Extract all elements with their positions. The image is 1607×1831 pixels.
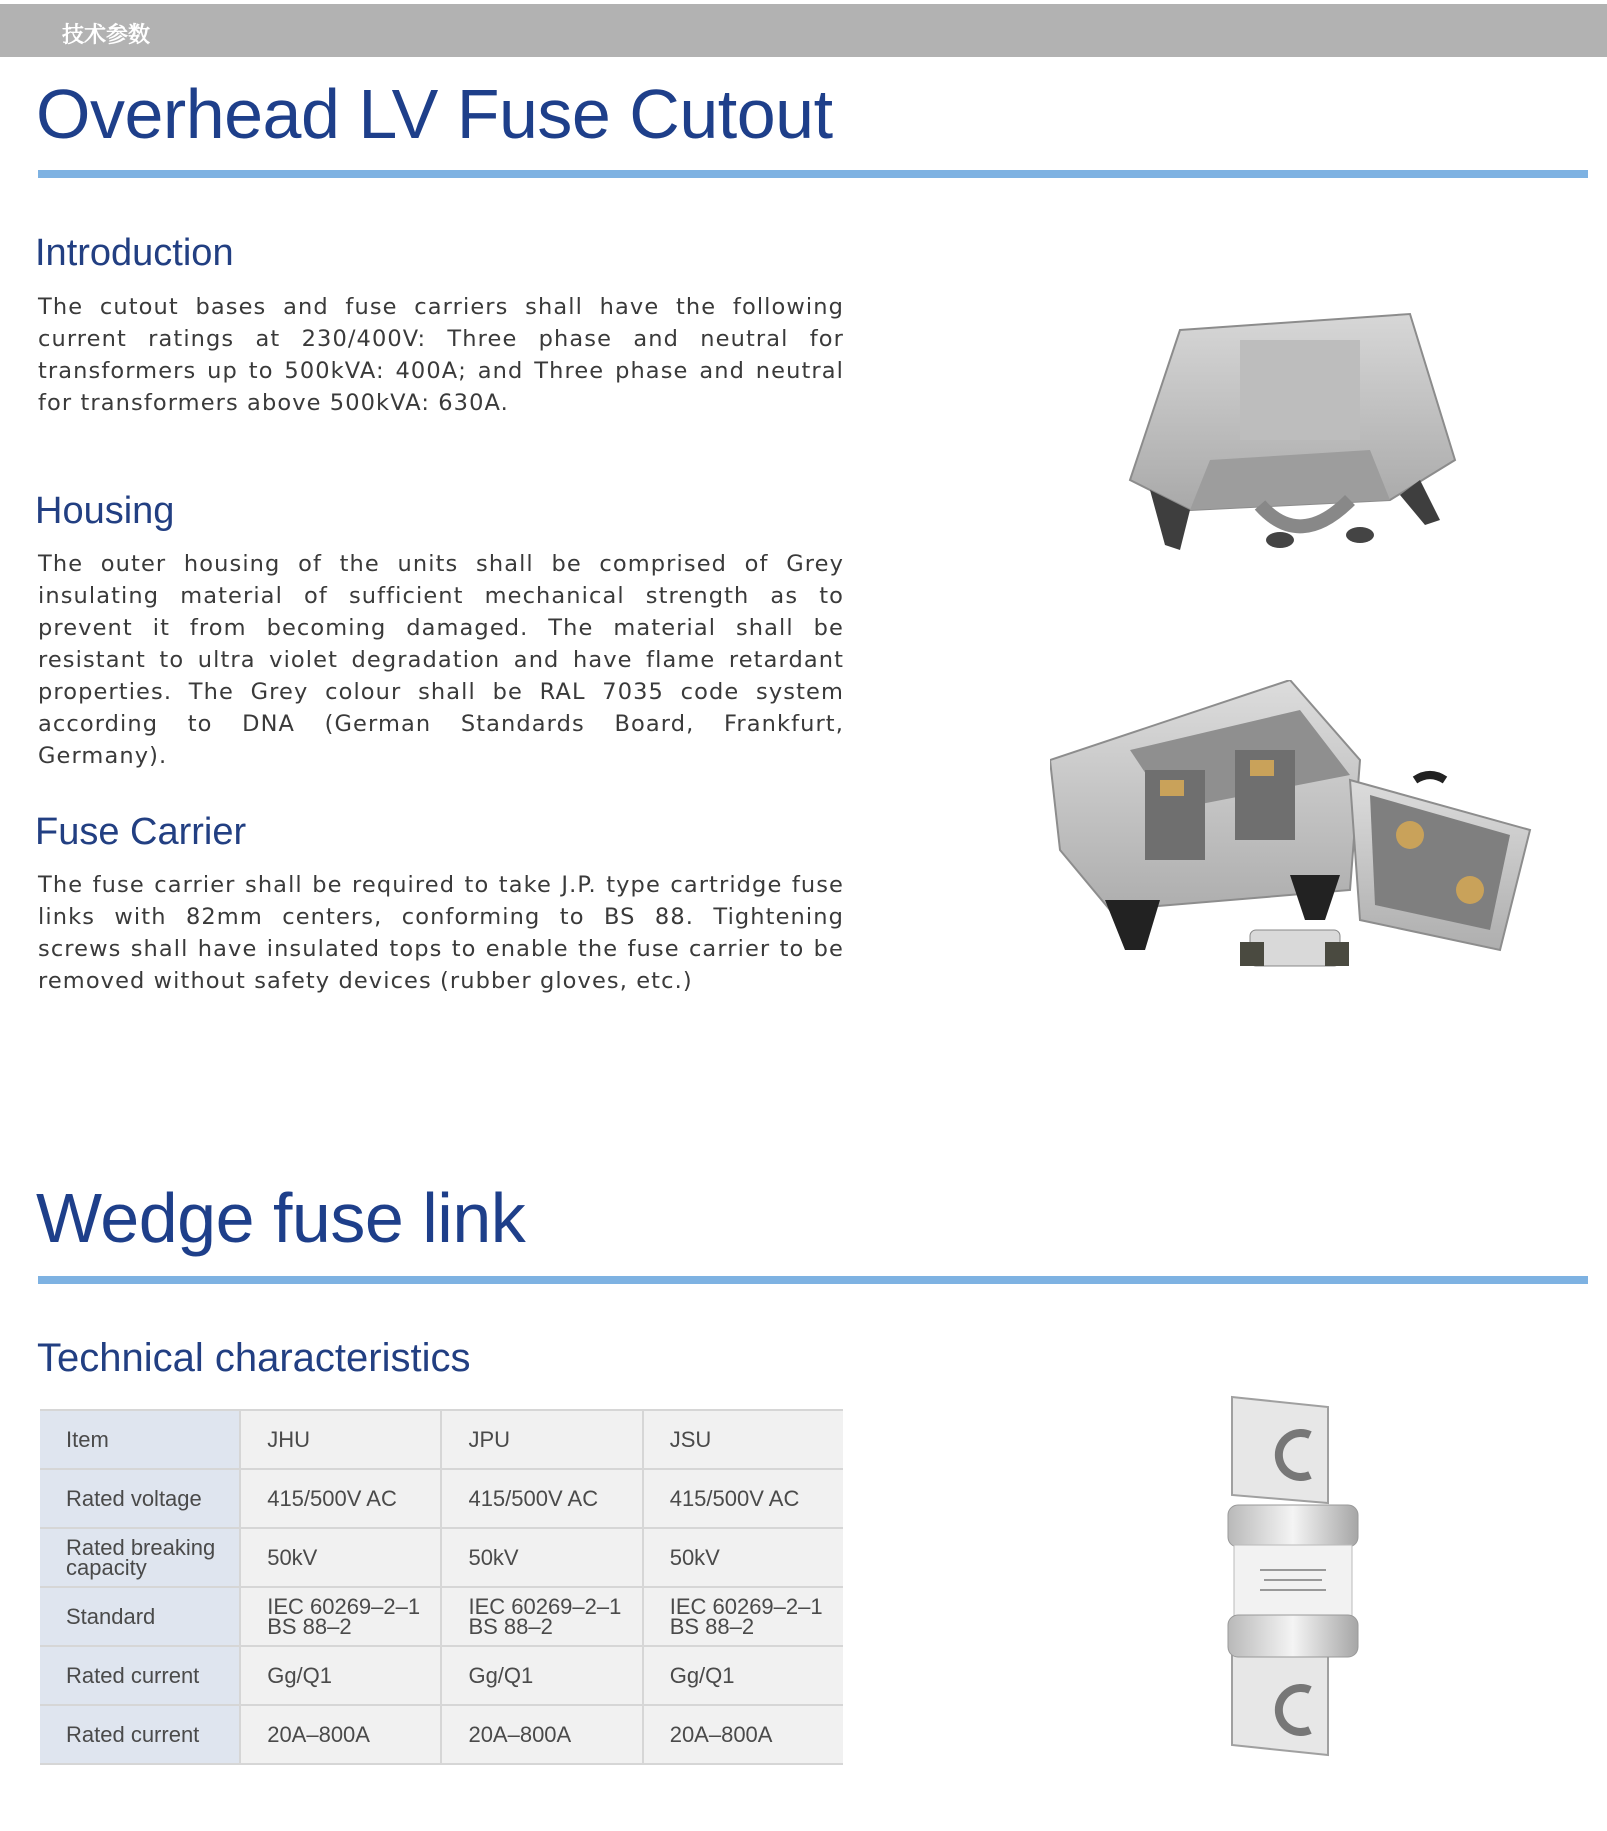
technical-characteristics-heading: Technical characteristics <box>37 1336 471 1380</box>
introduction-text: The cutout bases and fuse carriers shall have the following current ratings at 230/400V: Three phase and neutral for transformers up to 500kVA: 400A; and Three phase and neutral for transformers above 500kVA: 630A. <box>38 294 844 416</box>
table-row <box>40 1646 843 1705</box>
table-row <box>40 1469 843 1528</box>
table-cell: 20A–800A <box>643 1705 843 1764</box>
row-label: Rated current <box>40 1646 240 1705</box>
table-cell: 415/500V AC <box>643 1469 843 1528</box>
closed-cutout-image <box>1120 300 1470 570</box>
top-header-bar <box>0 4 1607 57</box>
section2-divider <box>38 1276 1588 1284</box>
table-cell: IEC 60269–2–1 BS 88–2 <box>441 1587 642 1646</box>
row-label: Standard <box>40 1587 240 1646</box>
table-cell: 50kV <box>240 1528 441 1587</box>
open-cutout-image <box>1050 680 1550 1000</box>
table-cell: 20A–800A <box>441 1705 642 1764</box>
section2-title: Wedge fuse link <box>36 1179 526 1257</box>
table-cell: 20A–800A <box>240 1705 441 1764</box>
table-row <box>40 1410 843 1469</box>
table-row <box>40 1705 843 1764</box>
table-cell: Gg/Q1 <box>240 1646 441 1705</box>
wedge-fuse-link-image <box>1220 1395 1390 1760</box>
table-cell: Gg/Q1 <box>441 1646 642 1705</box>
fuse-carrier-text: The fuse carrier shall be required to take J.P. type cartridge fuse links with 82mm centers, conforming to BS 88. Tightening screws shall have insulated tops to enable the fuse carrier to be removed without safety devices (rubber gloves, etc.) <box>38 872 844 994</box>
spec-table <box>40 1409 843 1765</box>
introduction-heading: Introduction <box>35 232 234 274</box>
table-cell: 415/500V AC <box>441 1469 642 1528</box>
row-label: Rated current <box>40 1705 240 1764</box>
table-cell: 415/500V AC <box>240 1469 441 1528</box>
table-cell: JSU <box>643 1410 843 1469</box>
housing-text: The outer housing of the units shall be comprised of Grey insulating material of sufficient mechanical strength as to prevent it from becoming damaged. The material shall be resistant to ultra violet degradation and have flame retardant properties. The Grey colour shall be RAL 7035 code system according to DNA (German Standards Board, Frankfurt, Germany). <box>38 551 844 769</box>
table-cell: 50kV <box>441 1528 642 1587</box>
section1-divider <box>38 170 1588 178</box>
section1-title: Overhead LV Fuse Cutout <box>36 75 833 153</box>
row-label: Rated voltage <box>40 1469 240 1528</box>
table-row <box>40 1528 843 1587</box>
table-cell: IEC 60269–2–1 BS 88–2 <box>643 1587 843 1646</box>
table-cell: JPU <box>441 1410 642 1469</box>
table-row <box>40 1587 843 1646</box>
fuse-carrier-heading: Fuse Carrier <box>35 811 247 853</box>
row-label: Rated breaking capacity <box>40 1528 240 1587</box>
table-cell: IEC 60269–2–1 BS 88–2 <box>240 1587 441 1646</box>
table-cell: 50kV <box>643 1528 843 1587</box>
housing-heading: Housing <box>35 490 175 532</box>
row-label: Item <box>40 1410 240 1469</box>
table-cell: Gg/Q1 <box>643 1646 843 1705</box>
header-label: 技术参数 <box>62 23 151 48</box>
table-cell: JHU <box>240 1410 441 1469</box>
